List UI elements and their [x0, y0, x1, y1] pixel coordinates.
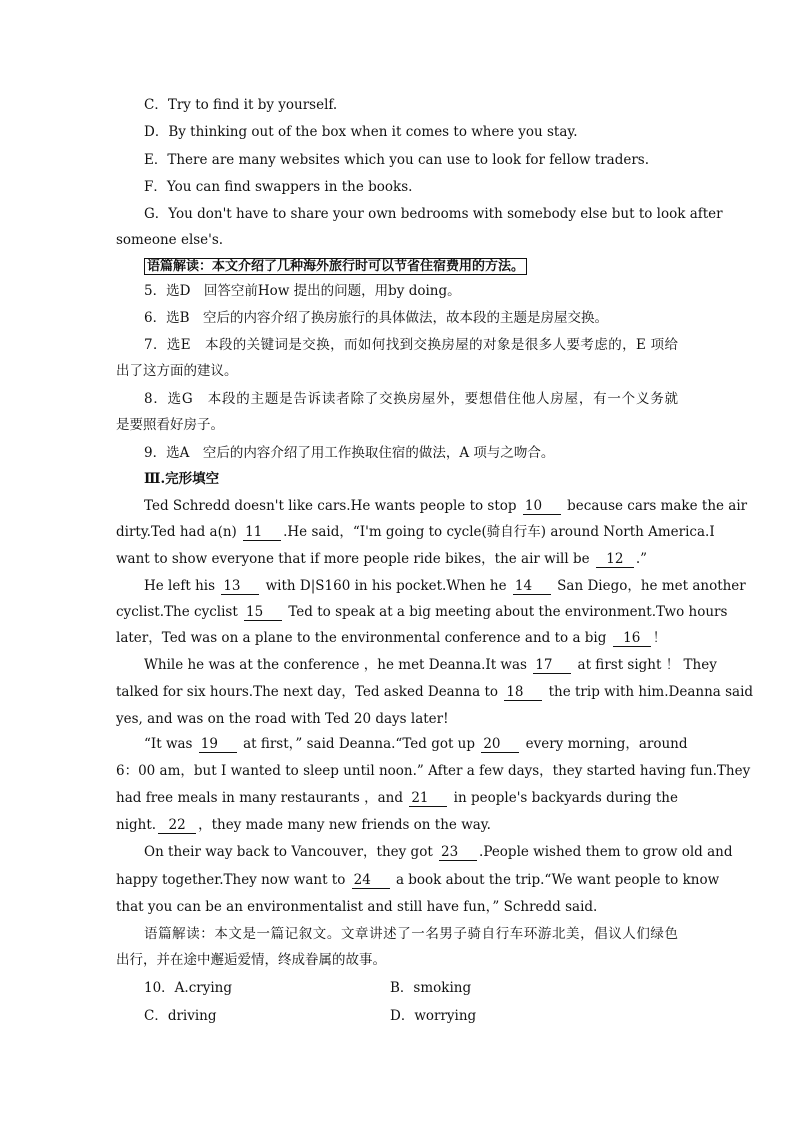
question-10-row-2 — [144, 1007, 678, 1025]
answer-5: 5．选D 回答空前How 提出的问题，用by doing。 — [144, 283, 461, 299]
blank-22: 22 — [158, 818, 196, 834]
option-10a: 10．A.crying — [144, 980, 233, 996]
blank-15: 15 — [244, 605, 282, 621]
passage-summary-1 — [144, 257, 678, 276]
passage-line: want to show everyone that if more people ride bikes，the air will be 12 .” — [116, 551, 648, 567]
passage-line: later，Ted was on a plane to the environmental conference and to a big 16 ！ — [116, 630, 667, 646]
option-d: D．By thinking out of the box when it comes to where you stay. — [144, 124, 578, 140]
answer-9: 9．选A 空后的内容介绍了用工作换取住宿的做法，A 项与之吻合。 — [144, 445, 555, 461]
passage-line: He left his 13 with D|S160 in his pocket.When he 14 San Diego，he met another — [144, 578, 746, 594]
passage-line: “It was 19 at first，” said Deanna.“Ted got up 20 every morning，around — [144, 736, 688, 752]
passage-line: 6：00 am，but I wanted to sleep until noon.” After a few days，they started having fun.They — [116, 763, 751, 779]
option-g-continued: someone else's. — [116, 232, 224, 248]
blank-23: 23 — [439, 845, 477, 861]
passage-line: had free meals in many restaurants ，and 21 in people's backyards during the — [116, 790, 678, 806]
option-10d: D．worrying — [390, 1008, 477, 1024]
blank-24: 24 — [352, 873, 390, 889]
option-f: F．You can find swappers in the books. — [144, 179, 413, 195]
blank-11: 11 — [243, 525, 281, 541]
passage-line: night. 22 ，they made many new friends on the way. — [116, 817, 491, 833]
passage-line: that you can be an environmentalist and still have fun，” Schredd said. — [116, 899, 598, 915]
passage-summary-2: 语篇解读：本文是一篇记叙文。文章讲述了一名男子骑自行车环游北美，倡议人们绿色 — [144, 926, 678, 942]
passage-line: On their way back to Vancouver，they got 23 .People wished them to grow old and — [144, 844, 733, 860]
blank-14: 14 — [513, 579, 551, 595]
passage-line: happy together.They now want to 24 a book about the trip.“We want people to know — [116, 872, 720, 888]
blank-21: 21 — [409, 791, 447, 807]
blank-10: 10 — [523, 499, 561, 515]
section-title-text: Ⅲ.完形填空 — [144, 471, 220, 487]
answer-8: 8．选G 本段的主题是告诉读者除了交换房屋外，要想借住他人房屋，有一个义务就 — [144, 391, 678, 407]
answer-6: 6．选B 空后的内容介绍了换房旅行的具体做法，故本段的主题是房屋交换。 — [144, 310, 609, 326]
option-10c: C．driving — [144, 1008, 217, 1024]
answer-8-continued: 是要照看好房子。 — [116, 417, 224, 433]
answer-7-continued: 出了这方面的建议。 — [116, 363, 238, 379]
passage-summary-2-continued: 出行，并在途中邂逅爱情，终成眷属的故事。 — [116, 952, 386, 968]
passage-line: Ted Schredd doesn't like cars.He wants people to stop 10 because cars make the air — [144, 498, 748, 514]
answer-7: 7．选E 本段的关键词是交换，而如何找到交换房屋的对象是很多人要考虑的，E 项给 — [144, 337, 678, 353]
passage-line: While he was at the conference ，he met Deanna.It was 17 at first sight ！ They — [144, 657, 717, 673]
blank-12: 12 — [596, 552, 634, 568]
blank-20: 20 — [481, 737, 519, 753]
blank-13: 13 — [221, 579, 259, 595]
blank-17: 17 — [533, 658, 571, 674]
section-title — [144, 470, 678, 488]
blank-18: 18 — [504, 685, 542, 701]
blank-19: 19 — [199, 737, 237, 753]
summary-box: 语篇解读：本文介绍了几种海外旅行时可以节省住宿费用的方法。 — [144, 258, 527, 275]
passage-line: cyclist.The cyclist 15 Ted to speak at a big meeting about the environment.Two hours — [116, 604, 728, 620]
option-g: G．You don't have to share your own bedrooms with somebody else but to look after — [144, 206, 723, 222]
option-10b: B．smoking — [390, 980, 472, 996]
passage-line: yes, and was on the road with Ted 20 days later! — [116, 711, 449, 727]
blank-16: 16 — [613, 631, 651, 647]
passage-line: dirty.Ted had a(n) 11 .He said，“I'm going to cycle(骑自行车) around North America.I — [116, 524, 715, 540]
passage-line: talked for six hours.The next day，Ted asked Deanna to 18 the trip with him.Deanna said — [116, 684, 754, 700]
option-c: C．Try to find it by yourself. — [144, 97, 338, 113]
question-10-row-1 — [144, 979, 678, 997]
option-e: E．There are many websites which you can use to look for fellow traders. — [144, 152, 650, 168]
